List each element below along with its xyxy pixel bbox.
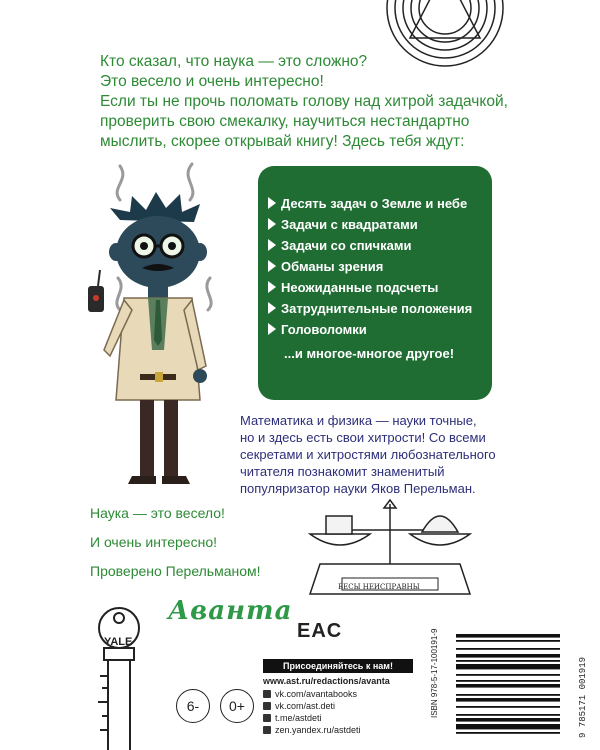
key-label: YALE: [104, 636, 133, 648]
vk-icon: [263, 702, 271, 710]
intro-line: Если ты не прочь поломать голову над хитрой задачкой,: [100, 93, 508, 110]
scientist-illustration: [80, 160, 240, 490]
topic-item: [268, 280, 438, 295]
telegram-icon: [263, 714, 271, 722]
social-link[interactable]: [263, 713, 322, 723]
scale-label: ВЕСЫ НЕИСПРАВНЫ: [338, 583, 420, 591]
intro-text: [100, 52, 570, 152]
social-link-text: vk.com/avantabooks: [275, 689, 358, 699]
topic-label: Задачи с квадратами: [281, 217, 418, 232]
avanta-logo: Аванта: [168, 596, 293, 626]
intro-line: мыслить, скорее открывай книгу! Здесь тебя ждут:: [100, 133, 465, 150]
topic-label: Неожиданные подсчеты: [281, 280, 439, 295]
topics-more: ...и многое-многое другое!: [284, 346, 455, 361]
description-line: популяризатор науки Яков Перельман.: [240, 481, 476, 496]
triangle-bullet-icon: [268, 260, 276, 272]
zen-icon: [263, 726, 271, 734]
topic-label: Головоломки: [281, 322, 367, 337]
website-link[interactable]: www.ast.ru/redactions/avanta: [263, 676, 390, 686]
triangle-bullet-icon: [268, 239, 276, 251]
topic-item: [268, 259, 383, 274]
eac-mark: EAC: [297, 620, 343, 642]
slogan: И очень интересно!: [90, 534, 217, 550]
triangle-bullet-icon: [268, 218, 276, 230]
social-link[interactable]: [263, 701, 335, 711]
vk-icon: [263, 690, 271, 698]
social-link[interactable]: [263, 725, 361, 735]
intro-line: Кто сказал, что наука — это сложно?: [100, 53, 368, 70]
triangle-bullet-icon: [268, 302, 276, 314]
triangle-bullet-icon: [268, 197, 276, 209]
topic-item: [268, 196, 467, 211]
age-rating-badge: 0+: [220, 689, 254, 723]
description-line: но и здесь есть свои хитрости! Со всеми: [240, 430, 486, 445]
topic-label: Затруднительные положения: [281, 301, 473, 316]
social-link-text: t.me/astdeti: [275, 713, 322, 723]
topic-label: Обманы зрения: [281, 259, 384, 274]
barcode: [440, 634, 580, 734]
topic-label: Задачи со спичками: [281, 238, 412, 253]
social-link[interactable]: [263, 689, 357, 699]
join-us-banner: Присоединяйтесь к нам!: [263, 659, 413, 673]
isbn-text: ISBN 978-5-17-100191-9: [430, 628, 439, 718]
topic-item: [268, 217, 418, 232]
social-link-text: zen.yandex.ru/astdeti: [275, 725, 361, 735]
topic-item: [268, 301, 472, 316]
topics-box: [258, 166, 492, 400]
topic-item: [268, 238, 411, 253]
intro-line: Это весело и очень интересно!: [100, 73, 324, 90]
description-line: секретами и хитростями любознательного: [240, 447, 496, 462]
triangle-bullet-icon: [268, 323, 276, 335]
triangle-bullet-icon: [268, 281, 276, 293]
topic-item: [268, 322, 367, 337]
topic-label: Десять задач о Земле и небе: [281, 196, 468, 211]
slogan: Наука — это весело!: [90, 505, 225, 521]
ean-number: 9 785171 001919: [578, 656, 588, 738]
age-rating-badge: 6-: [176, 689, 210, 723]
key-illustration: [84, 606, 154, 750]
description-line: читателя познакомит знаменитый: [240, 464, 445, 479]
book-description: [240, 412, 540, 497]
description-line: Математика и физика — науки точные,: [240, 413, 477, 428]
slogan: Проверено Перельманом!: [90, 563, 261, 579]
social-link-text: vk.com/ast.deti: [275, 701, 336, 711]
intro-line: проверить свою смекалку, научиться нестандартно: [100, 113, 470, 130]
